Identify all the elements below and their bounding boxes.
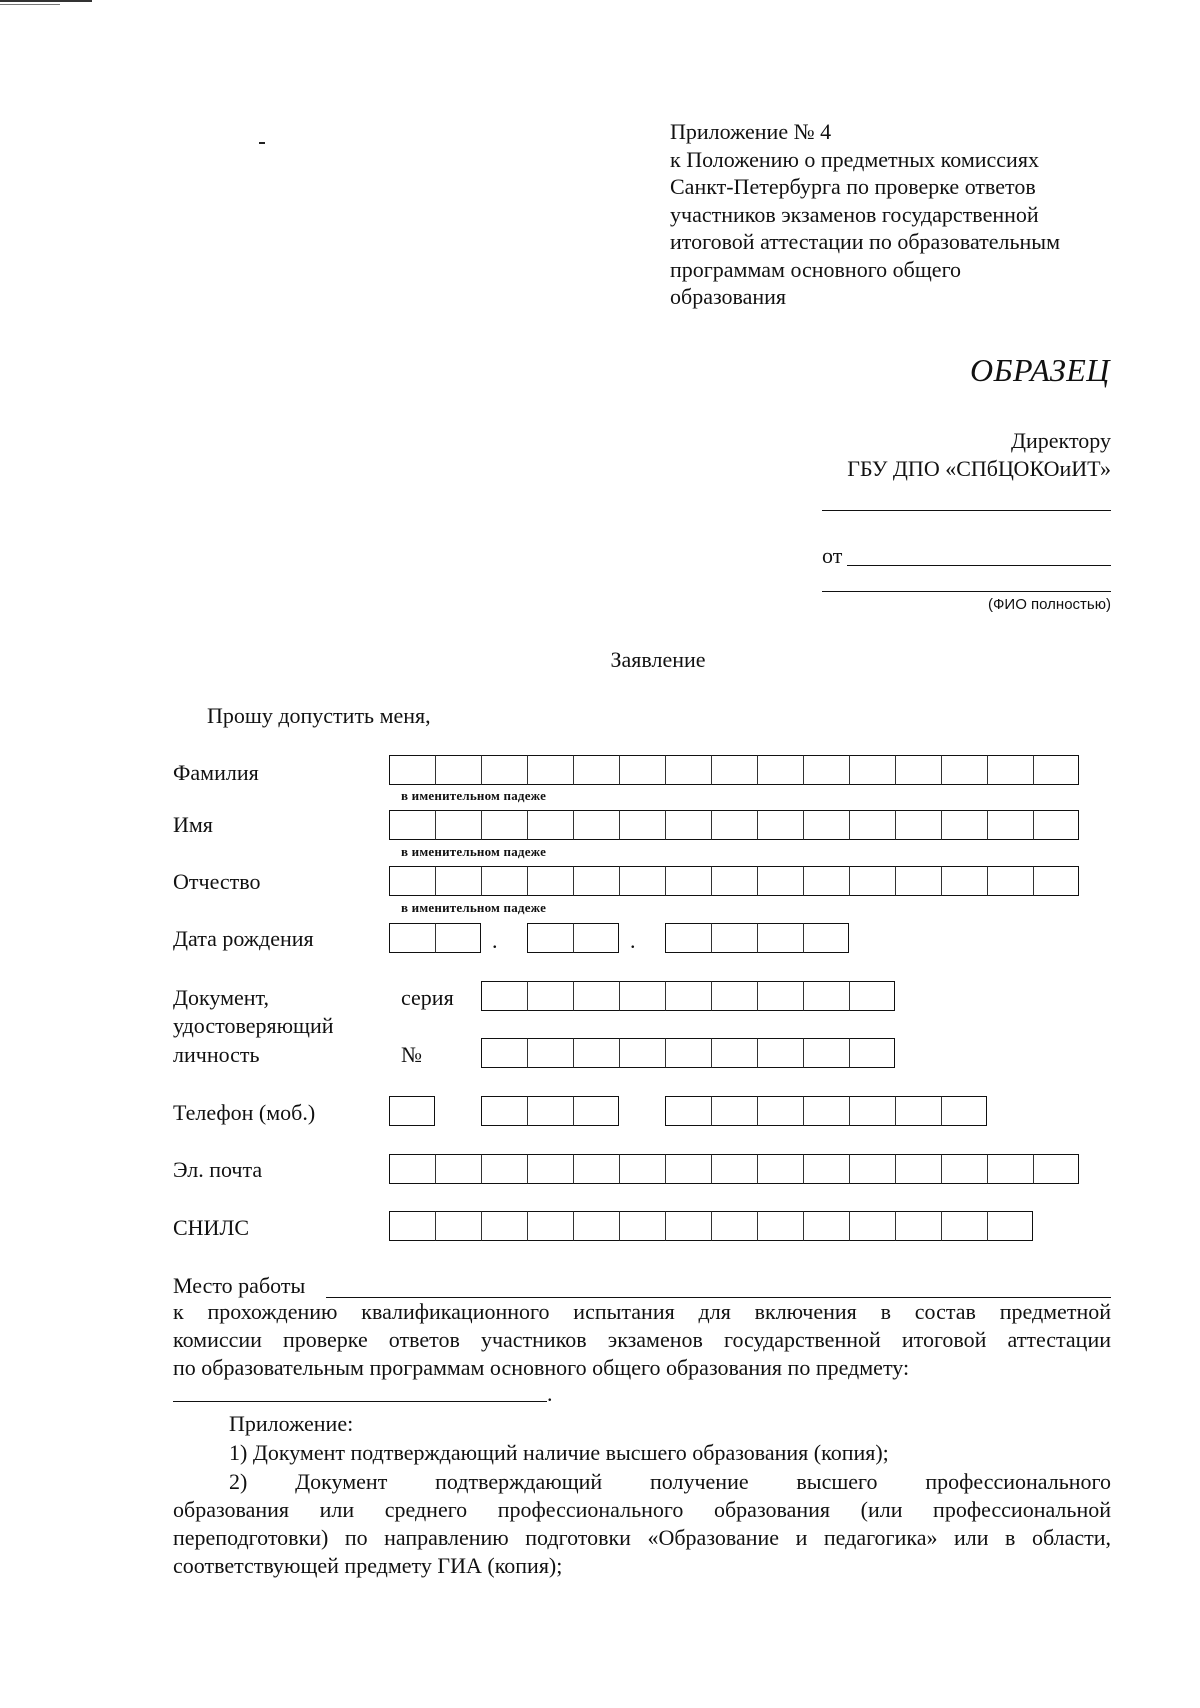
input-cell[interactable] bbox=[757, 755, 803, 785]
input-cell[interactable] bbox=[803, 923, 849, 953]
attachment-line: переподготовки) по направлению подготовки «Образование и педагогика» или в области, bbox=[173, 1525, 1111, 1550]
input-cell[interactable] bbox=[481, 810, 527, 840]
appendix-line: программам основного общего bbox=[670, 256, 962, 282]
scan-edge-mark bbox=[0, 0, 92, 2]
input-cell[interactable] bbox=[941, 1154, 987, 1184]
addressee-name-line[interactable] bbox=[822, 510, 1111, 511]
addressee-title: Директору bbox=[1011, 428, 1111, 453]
id-document-label-line: Документ, bbox=[173, 985, 270, 1010]
input-cell[interactable] bbox=[665, 755, 711, 785]
input-cell[interactable] bbox=[849, 981, 895, 1011]
input-cell[interactable] bbox=[665, 1096, 711, 1126]
input-cell[interactable] bbox=[803, 981, 849, 1011]
input-cell[interactable] bbox=[389, 1096, 435, 1126]
input-cell[interactable] bbox=[665, 866, 711, 896]
appendix-line: итоговой аттестации по образовательным bbox=[670, 229, 1061, 254]
input-cell[interactable] bbox=[757, 810, 803, 840]
patronymic-cells[interactable] bbox=[389, 866, 1079, 896]
input-cell[interactable] bbox=[803, 1154, 849, 1184]
document-number-cells[interactable] bbox=[481, 1038, 895, 1068]
input-cell[interactable] bbox=[803, 1096, 849, 1126]
input-cell[interactable] bbox=[941, 1211, 987, 1241]
input-cell[interactable] bbox=[435, 1211, 481, 1241]
input-cell[interactable] bbox=[481, 1211, 527, 1241]
input-cell[interactable] bbox=[389, 866, 435, 896]
input-cell[interactable] bbox=[573, 981, 619, 1011]
input-cell[interactable] bbox=[895, 810, 941, 840]
attachment-line: соответствующей предмету ГИА (копия); bbox=[173, 1553, 563, 1578]
sample-mark: ОБРАЗЕЦ bbox=[970, 352, 1110, 388]
input-cell[interactable] bbox=[527, 923, 573, 953]
input-cell[interactable] bbox=[481, 1154, 527, 1184]
attachment-item: 1) Документ подтверждающий наличие высшего образования (копия); bbox=[229, 1440, 889, 1465]
input-cell[interactable] bbox=[711, 1096, 757, 1126]
input-cell[interactable] bbox=[757, 1038, 803, 1068]
input-cell[interactable] bbox=[481, 981, 527, 1011]
input-cell[interactable] bbox=[573, 755, 619, 785]
attachment-line: образования или среднего профессионального образования (или профессиональной bbox=[173, 1497, 1111, 1522]
input-cell[interactable] bbox=[757, 1096, 803, 1126]
input-cell[interactable] bbox=[849, 1096, 895, 1126]
phone-code-cells[interactable] bbox=[481, 1096, 619, 1126]
input-cell[interactable] bbox=[389, 1154, 435, 1184]
input-cell[interactable] bbox=[619, 755, 665, 785]
input-cell[interactable] bbox=[619, 810, 665, 840]
input-cell[interactable] bbox=[573, 810, 619, 840]
appendix-line: участников экзаменов государственной bbox=[670, 201, 1039, 227]
input-cell[interactable] bbox=[941, 866, 987, 896]
scan-dash-mark bbox=[259, 142, 265, 144]
input-cell[interactable] bbox=[619, 1211, 665, 1241]
surname-cells[interactable] bbox=[389, 755, 1079, 785]
input-cell[interactable] bbox=[435, 810, 481, 840]
input-cell[interactable] bbox=[573, 1211, 619, 1241]
appendix-header bbox=[670, 118, 1060, 311]
input-cell[interactable] bbox=[941, 755, 987, 785]
input-cell[interactable] bbox=[987, 1154, 1033, 1184]
input-cell[interactable] bbox=[435, 755, 481, 785]
input-cell[interactable] bbox=[665, 810, 711, 840]
input-cell[interactable] bbox=[481, 1038, 527, 1068]
input-cell[interactable] bbox=[849, 810, 895, 840]
name-cells[interactable] bbox=[389, 810, 1079, 840]
input-cell[interactable] bbox=[895, 1096, 941, 1126]
input-cell[interactable] bbox=[1033, 810, 1079, 840]
patronymic-case-note: в именительном падеже bbox=[401, 900, 547, 915]
input-cell[interactable] bbox=[665, 923, 711, 953]
purpose-line: комиссии проверке ответов участников экзаменов государственной итоговой аттестации bbox=[173, 1327, 1111, 1352]
input-cell[interactable] bbox=[757, 1211, 803, 1241]
purpose-line: к прохождению квалификационного испытания для включения в состав предметной bbox=[173, 1299, 1111, 1324]
request-text: Прошу допустить меня, bbox=[207, 703, 431, 728]
input-cell[interactable] bbox=[803, 866, 849, 896]
attachment-item-continued bbox=[173, 1496, 1111, 1580]
input-cell[interactable] bbox=[527, 755, 573, 785]
birth-day-cells[interactable] bbox=[389, 923, 481, 953]
appendix-line: образования bbox=[670, 284, 787, 309]
input-cell[interactable] bbox=[435, 1154, 481, 1184]
attachment-line: 2) Документ подтверждающий получение высшего профессионального bbox=[229, 1469, 1111, 1494]
input-cell[interactable] bbox=[987, 1211, 1033, 1241]
input-cell[interactable] bbox=[665, 981, 711, 1011]
input-cell[interactable] bbox=[849, 1211, 895, 1241]
input-cell[interactable] bbox=[757, 866, 803, 896]
document-title: Заявление bbox=[610, 647, 706, 672]
input-cell[interactable] bbox=[619, 1154, 665, 1184]
email-label: Эл. почта bbox=[173, 1157, 263, 1182]
input-cell[interactable] bbox=[573, 1154, 619, 1184]
fio-note: (ФИО полностью) bbox=[988, 596, 1111, 613]
series-label: серия bbox=[401, 985, 454, 1010]
surname-label: Фамилия bbox=[173, 760, 259, 785]
input-cell[interactable] bbox=[987, 810, 1033, 840]
input-cell[interactable] bbox=[573, 866, 619, 896]
input-cell[interactable] bbox=[389, 810, 435, 840]
input-cell[interactable] bbox=[941, 810, 987, 840]
input-cell[interactable] bbox=[711, 1154, 757, 1184]
phone-prefix-cells[interactable] bbox=[389, 1096, 435, 1126]
subject-end-mark: . bbox=[547, 1381, 553, 1406]
input-cell[interactable] bbox=[665, 1038, 711, 1068]
input-cell[interactable] bbox=[803, 810, 849, 840]
input-cell[interactable] bbox=[619, 981, 665, 1011]
input-cell[interactable] bbox=[573, 1038, 619, 1068]
input-cell[interactable] bbox=[711, 810, 757, 840]
attachments-title: Приложение: bbox=[229, 1411, 354, 1436]
input-cell[interactable] bbox=[711, 1038, 757, 1068]
input-cell[interactable] bbox=[665, 1211, 711, 1241]
purpose-line: по образовательным программам основного общего образования по предмету: bbox=[173, 1355, 910, 1380]
input-cell[interactable] bbox=[573, 1096, 619, 1126]
input-cell[interactable] bbox=[757, 923, 803, 953]
input-cell[interactable] bbox=[849, 1154, 895, 1184]
scan-edge-mark bbox=[0, 4, 60, 5]
id-document-label-line: личность bbox=[173, 1042, 260, 1067]
input-cell[interactable] bbox=[895, 1154, 941, 1184]
appendix-line: Санкт-Петербурга по проверке ответов bbox=[670, 174, 1036, 199]
input-cell[interactable] bbox=[895, 755, 941, 785]
input-cell[interactable] bbox=[389, 1211, 435, 1241]
input-cell[interactable] bbox=[619, 866, 665, 896]
birth-year-cells[interactable] bbox=[665, 923, 849, 953]
input-cell[interactable] bbox=[987, 755, 1033, 785]
appendix-line: к Положению о предметных комиссиях bbox=[670, 146, 1039, 172]
input-cell[interactable] bbox=[711, 1211, 757, 1241]
appendix-line: Приложение № 4 bbox=[670, 119, 832, 144]
input-cell[interactable] bbox=[481, 1096, 527, 1126]
id-document-label-line: удостоверяющий bbox=[173, 1013, 334, 1038]
name-case-note: в именительном падеже bbox=[401, 844, 547, 859]
input-cell[interactable] bbox=[757, 1154, 803, 1184]
input-cell[interactable] bbox=[573, 923, 619, 953]
phone-label: Телефон (моб.) bbox=[173, 1100, 316, 1125]
input-cell[interactable] bbox=[527, 1211, 573, 1241]
input-cell[interactable] bbox=[665, 1154, 711, 1184]
input-cell[interactable] bbox=[527, 866, 573, 896]
input-cell[interactable] bbox=[803, 755, 849, 785]
workplace-label: Место работы bbox=[173, 1273, 306, 1298]
input-cell[interactable] bbox=[1033, 866, 1079, 896]
input-cell[interactable] bbox=[481, 866, 527, 896]
input-cell[interactable] bbox=[527, 1096, 573, 1126]
input-cell[interactable] bbox=[803, 1211, 849, 1241]
from-label: от bbox=[822, 543, 843, 568]
input-cell[interactable] bbox=[803, 1038, 849, 1068]
snils-cells[interactable] bbox=[389, 1211, 1033, 1241]
date-separator: . bbox=[492, 928, 498, 953]
input-cell[interactable] bbox=[435, 866, 481, 896]
surname-case-note: в именительном падеже bbox=[401, 788, 547, 803]
applicant-name-line[interactable] bbox=[847, 565, 1111, 566]
input-cell[interactable] bbox=[1033, 1154, 1079, 1184]
input-cell[interactable] bbox=[619, 1038, 665, 1068]
patronymic-label: Отчество bbox=[173, 869, 261, 894]
input-cell[interactable] bbox=[711, 923, 757, 953]
input-cell[interactable] bbox=[527, 1154, 573, 1184]
snils-label: СНИЛС bbox=[173, 1215, 250, 1240]
input-cell[interactable] bbox=[895, 1211, 941, 1241]
input-cell[interactable] bbox=[849, 755, 895, 785]
input-cell[interactable] bbox=[849, 1038, 895, 1068]
input-cell[interactable] bbox=[711, 981, 757, 1011]
input-cell[interactable] bbox=[711, 866, 757, 896]
input-cell[interactable] bbox=[527, 810, 573, 840]
input-cell[interactable] bbox=[527, 1038, 573, 1068]
input-cell[interactable] bbox=[527, 981, 573, 1011]
input-cell[interactable] bbox=[711, 755, 757, 785]
birth-month-cells[interactable] bbox=[527, 923, 619, 953]
date-separator: . bbox=[630, 928, 636, 953]
input-cell[interactable] bbox=[435, 923, 481, 953]
input-cell[interactable] bbox=[941, 1096, 987, 1126]
number-label: № bbox=[401, 1042, 422, 1067]
subject-line[interactable] bbox=[173, 1401, 547, 1402]
applicant-name-line-2[interactable] bbox=[822, 591, 1111, 592]
input-cell[interactable] bbox=[389, 755, 435, 785]
name-label: Имя bbox=[173, 812, 213, 837]
input-cell[interactable] bbox=[757, 981, 803, 1011]
purpose-paragraph bbox=[173, 1298, 1111, 1382]
attachment-item bbox=[229, 1468, 1111, 1496]
email-cells[interactable] bbox=[389, 1154, 1079, 1184]
input-cell[interactable] bbox=[389, 923, 435, 953]
input-cell[interactable] bbox=[481, 755, 527, 785]
input-cell[interactable] bbox=[987, 866, 1033, 896]
document-series-cells[interactable] bbox=[481, 981, 895, 1011]
birth-date-label: Дата рождения bbox=[173, 926, 314, 951]
addressee-organization: ГБУ ДПО «СПбЦОКОиИТ» bbox=[847, 456, 1111, 481]
input-cell[interactable] bbox=[1033, 755, 1079, 785]
input-cell[interactable] bbox=[849, 866, 895, 896]
phone-number-cells[interactable] bbox=[665, 1096, 987, 1126]
input-cell[interactable] bbox=[895, 866, 941, 896]
